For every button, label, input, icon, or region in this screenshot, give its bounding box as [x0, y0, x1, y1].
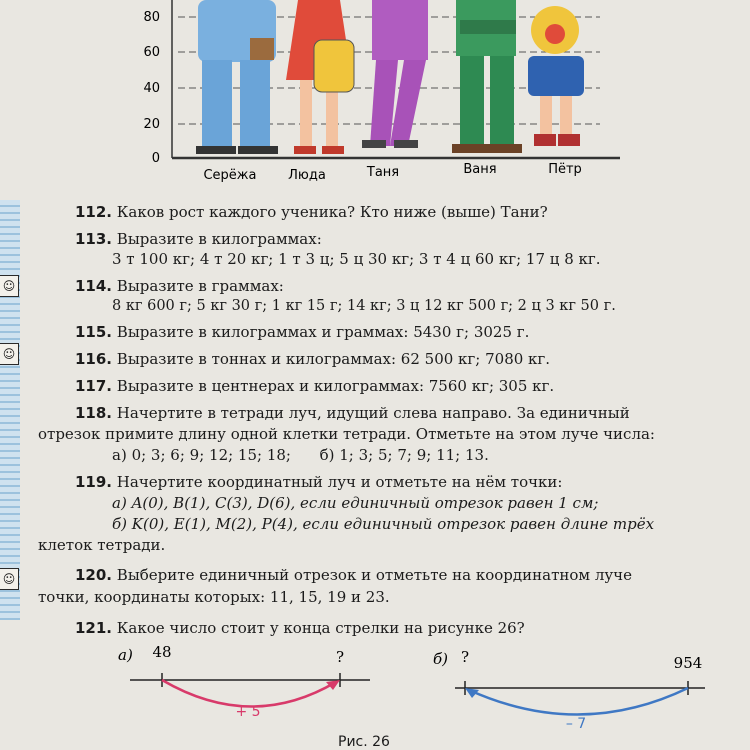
- child-name: Пётр: [548, 162, 582, 177]
- figure-part-label: а): [118, 646, 133, 664]
- arrow-a-end-value: ?: [335, 648, 345, 666]
- arrow-b-step: – 7: [565, 716, 587, 732]
- margin-icon: ☺: [0, 343, 19, 365]
- problem-number: 116.: [75, 350, 113, 368]
- problem-118-line: а) 0; 3; 6; 9; 12; 15; 18; б) 1; 3; 5; 7; 9; 11; 13.: [112, 446, 489, 464]
- child-figure: [196, 0, 278, 154]
- problem-120-line: точки, координаты которых: 11, 15, 19 и 23.: [38, 588, 390, 606]
- tick-label: 40: [143, 81, 160, 96]
- problem-118-line: отрезок примите длину одной клетки тетради. Отметьте на этом луче числа:: [38, 425, 655, 443]
- child-name: Ваня: [463, 162, 497, 177]
- problem-number: 120.: [75, 566, 113, 584]
- tick-label: 0: [151, 151, 160, 166]
- child-figure: [286, 0, 354, 154]
- child-figure: [528, 6, 584, 146]
- figure-part-label: б): [433, 650, 449, 668]
- problem-114-line: 8 кг 600 г; 5 кг 30 г; 1 кг 15 г; 14 кг; 3 ц 12 кг 500 г; 2 ц 3 кг 50 г.: [112, 298, 616, 314]
- problem-text: Начертите координатный луч и отметьте на нём точки:: [116, 473, 563, 491]
- tick-label: 80: [143, 10, 160, 25]
- tick-label: 20: [143, 117, 160, 132]
- problem-number: 118.: [75, 404, 113, 422]
- problem-number: 113.: [75, 230, 113, 248]
- margin-strip: [0, 200, 20, 620]
- problem-118: [75, 404, 630, 423]
- problem-119: [75, 473, 562, 492]
- problem-116: [75, 350, 550, 369]
- child-name: Серёжа: [203, 168, 257, 183]
- figure-26: [100, 640, 720, 750]
- height-chart: [100, 0, 720, 195]
- problem-119-line: а) A(0), B(1), C(3), D(6), если единичный отрезок равен 1 см;: [112, 494, 599, 512]
- problem-115: [75, 323, 529, 342]
- problem-text: Начертите в тетради луч, идущий слева направо. За единичный: [116, 404, 630, 422]
- problem-number: 121.: [75, 619, 113, 637]
- problem-119-line: клеток тетради.: [38, 536, 166, 554]
- problem-text: Какое число стоит у конца стрелки на рисунке 26?: [116, 619, 525, 637]
- problem-117: [75, 377, 554, 396]
- problem-text: Выразите в центнерах и килограммах: 7560 кг; 305 кг.: [116, 377, 555, 395]
- problem-113-line: 3 т 100 кг; 4 т 20 кг; 1 т 3 ц; 5 ц 30 кг; 3 т 4 ц 60 кг; 17 ц 8 кг.: [112, 250, 601, 268]
- problem-text: Выразите в килограммах:: [116, 230, 322, 248]
- problem-119-line: б) K(0), E(1), M(2), P(4), если единичный отрезок равен длине трёх: [112, 515, 655, 533]
- arrow-a-step: + 5: [235, 704, 261, 720]
- arrow-b-end-value: 954: [673, 654, 703, 672]
- margin-icon: ☺: [0, 275, 19, 297]
- problem-text: Выберите единичный отрезок и отметьте на координатном луче: [116, 566, 632, 584]
- problem-120: [75, 566, 632, 585]
- tick-label: 60: [143, 45, 160, 60]
- problem-number: 112.: [75, 203, 113, 221]
- figure-caption: Рис. 26: [338, 734, 390, 750]
- problem-number: 114.: [75, 277, 113, 295]
- problem-number: 117.: [75, 377, 113, 395]
- problem-121: [75, 619, 525, 638]
- problem-113: [75, 230, 322, 249]
- arrow-a-start-value: 48: [152, 643, 172, 661]
- problem-number: 119.: [75, 473, 113, 491]
- problem-text: Выразите в тоннах и килограммах: 62 500 кг; 7080 кг.: [116, 350, 551, 368]
- problem-112: [75, 203, 548, 222]
- child-figure: [452, 0, 522, 153]
- margin-icon: ☺: [0, 568, 19, 590]
- child-name: Люда: [288, 168, 326, 183]
- problem-number: 115.: [75, 323, 113, 341]
- problem-text: Выразите в граммах:: [116, 277, 284, 295]
- problem-114: [75, 277, 284, 296]
- problem-text: Выразите в килограммах и граммах: 5430 г; 3025 г.: [116, 323, 530, 341]
- child-name: Таня: [366, 165, 400, 180]
- problem-text: Каков рост каждого ученика? Кто ниже (выше) Тани?: [116, 203, 548, 221]
- arrow-b-start-value: ?: [460, 648, 470, 666]
- child-figure: [362, 0, 428, 148]
